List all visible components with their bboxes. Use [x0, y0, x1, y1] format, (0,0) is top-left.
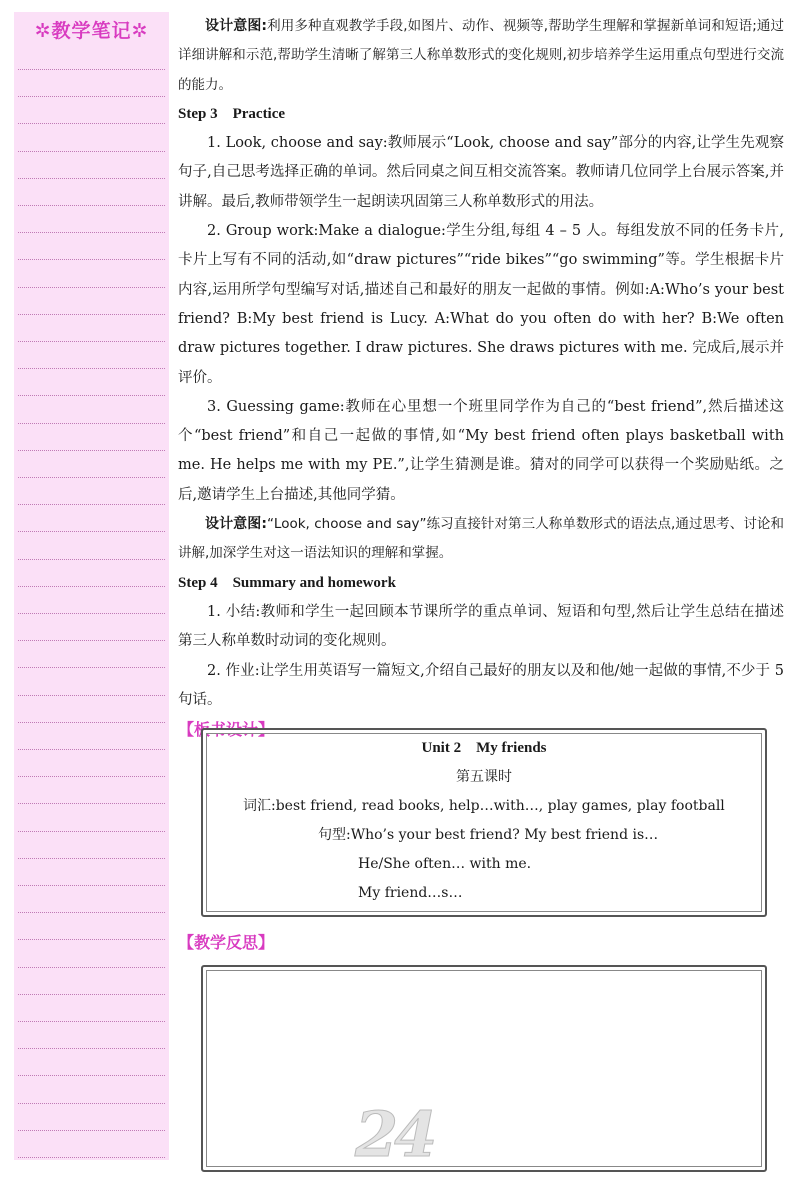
notes-ruled-line: [18, 559, 165, 560]
notes-ruled-line: [18, 69, 165, 70]
intro-design-text: 利用多种直观教学手段,如图片、动作、视频等,帮助学生理解和掌握新单词和短语;通过详细讲解和示范,帮助学生清晰了解第三人称单数形式的变化规则,初步培养学生运用重点句型进行交流的能力。: [178, 18, 784, 93]
page-number: 24: [355, 1098, 434, 1171]
reflection-heading: 【教学反思】: [178, 933, 275, 952]
board-lesson: 第五课时: [456, 769, 512, 785]
notes-ruled-line: [18, 858, 165, 859]
notes-ruled-line: [18, 1048, 165, 1049]
notes-ruled-line: [18, 504, 165, 505]
step3-paragraph-1: 1. Look, choose and say:教师展示“Look, choose and say”部分的内容,让学生先观察句子,自己思考选择正确的单词。然后同桌之间互相交流答案。教师请几位同学上台展示答案,并讲解。最后,教师带领学生一起朗读巩固第三人称单数形式的用法。: [178, 135, 784, 210]
intro-design-label: 设计意图:: [205, 18, 268, 34]
notes-ruled-line: [18, 831, 165, 832]
intro-design-paragraph: [178, 12, 784, 100]
notes-ruled-line: [18, 803, 165, 804]
notes-ruled-line: [18, 667, 165, 668]
notes-ruled-line: [18, 314, 165, 315]
notes-ruled-line: [18, 967, 165, 968]
notes-ruled-line: [18, 722, 165, 723]
notes-ruled-line: [18, 994, 165, 995]
notes-ruled-line: [18, 613, 165, 614]
notes-column: [14, 12, 169, 1160]
notes-ruled-line: [18, 749, 165, 750]
notes-ruled-line: [18, 695, 165, 696]
notes-ruled-line: [18, 205, 165, 206]
step3-heading: Step 3 Practice: [178, 105, 286, 122]
notes-ruled-line: [18, 1157, 165, 1158]
notes-ruled-line: [18, 96, 165, 97]
notes-ruled-line: [18, 287, 165, 288]
board-design-heading: 【板书设计】: [178, 720, 275, 740]
notes-ruled-line: [18, 1103, 165, 1104]
notes-ruled-line: [18, 885, 165, 886]
board-design-box: [201, 728, 767, 917]
notes-ruled-line: [18, 1021, 165, 1022]
step3-design-label: 设计意图:: [205, 516, 267, 533]
step3-design-text: “Look, choose and say”练习直接针对第三人称单数形式的语法点,通过思考、讨论和讲解,加深学生对这一语法知识的理解和掌握。: [178, 516, 784, 562]
notes-ruled-line: [18, 1075, 165, 1076]
notes-ruled-line: [18, 477, 165, 478]
board-title: Unit 2 My friends: [421, 740, 547, 756]
main-content: [178, 12, 784, 744]
notes-ruled-line: [18, 151, 165, 152]
board-pattern-3: My friend…s…: [358, 885, 463, 901]
step3-paragraph-2: 2. Group work:Make a dialogue:学生分组,每组 4 – 5 人。每组发放不同的任务卡片,卡片上写有不同的活动,如“draw pictures”“ride bikes”“go swimming”等。学生根据卡片内容,运用所学句型编写对话,描述自己和最好的朋友一起做的事情。例如:A:Who’s your best friend? B:My best friend is Lucy. A:What do you often do with her? B:We often draw pictures together. I draw pictures. She draws pictures with me. 完成后,展示并评价。: [178, 223, 784, 386]
notes-ruled-line: [18, 395, 165, 396]
notes-title: ✲教学笔记✲: [34, 20, 149, 42]
step4-heading: Step 4 Summary and homework: [178, 574, 396, 591]
notes-ruled-line: [18, 232, 165, 233]
step4-paragraph-1: 1. 小结:教师和学生一起回顾本节课所学的重点单词、短语和句型,然后让学生总结在描述第三人称单数时动词的变化规则。: [178, 603, 784, 650]
notes-ruled-line: [18, 912, 165, 913]
notes-ruled-line: [18, 423, 165, 424]
notes-ruled-line: [18, 178, 165, 179]
notes-ruled-line: [18, 586, 165, 587]
notes-ruled-line: [18, 776, 165, 777]
reflection-box: [201, 965, 767, 1172]
board-pattern-2: He/She often… with me.: [358, 856, 532, 872]
board-vocab: 词汇:best friend, read books, help…with…, play games, play football: [243, 798, 725, 814]
notes-ruled-line: [18, 259, 165, 260]
step3-paragraph-3: 3. Guessing game:教师在心里想一个班里同学作为自己的“best friend”,然后描述这个“best friend”和自己一起做的事情,如“My best friend often plays basketball with me. He helps me with my PE.”,让学生猜测是谁。猜对的同学可以获得一个奖励贴纸。之后,邀请学生上台描述,其他同学猜。: [178, 398, 784, 503]
notes-ruled-line: [18, 368, 165, 369]
board-pattern-1: 句型:Who’s your best friend? My best friend is…: [318, 827, 659, 843]
notes-ruled-line: [18, 123, 165, 124]
notes-ruled-line: [18, 1130, 165, 1131]
notes-ruled-line: [18, 531, 165, 532]
notes-ruled-line: [18, 939, 165, 940]
notes-ruled-line: [18, 450, 165, 451]
notes-ruled-line: [18, 341, 165, 342]
notes-ruled-line: [18, 640, 165, 641]
step3-design-paragraph: [178, 510, 784, 569]
step4-paragraph-2: 2. 作业:让学生用英语写一篇短文,介绍自己最好的朋友以及和他/她一起做的事情,不少于 5 句话。: [178, 662, 784, 708]
